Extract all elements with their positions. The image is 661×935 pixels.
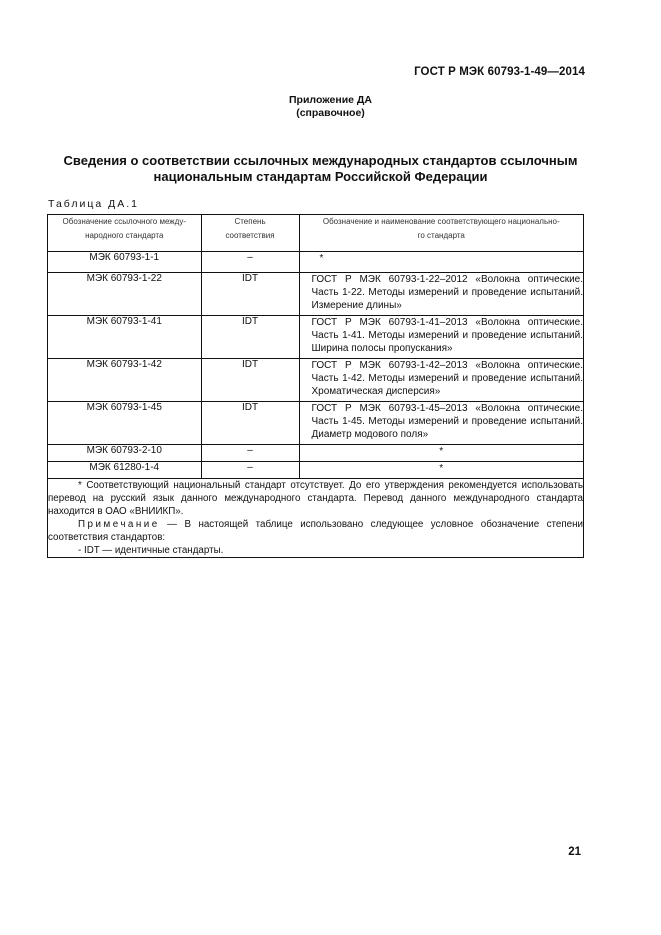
footnote-text: * Соответствующий национальный стандарт отсутствует. До его утверждения рекомендуется использовать перевод на русский язык данного международного стандарта. Перевод данного международного стандарта находится в ОАО «ВНИИКП». [48, 480, 583, 517]
page-number: 21 [568, 846, 581, 858]
cell-national [299, 402, 583, 445]
header-degree-line2: соответствия [225, 231, 275, 240]
cell-ref: МЭК 60793-1-45 [48, 402, 202, 445]
table-footnote [48, 479, 584, 558]
cell-national-text: ГОСТ Р МЭК 60793-1-42–2013 «Волокна оптические. Часть 1-42. Методы измерений и проведение испытаний. Хроматическая дисперсия» [311, 360, 583, 397]
note-text: — В настоящей таблице использовано следующее условное обозначение степени соответствия стандартов: [48, 519, 583, 543]
appendix-subtitle: (справочное) [296, 107, 365, 119]
table-row [48, 252, 584, 273]
cell-ref: МЭК 60793-1-41 [48, 316, 202, 359]
header-national [299, 215, 583, 252]
appendix-title: Приложение ДА [289, 94, 372, 106]
table-row [48, 273, 584, 316]
table-caption: Таблица ДА.1 [48, 198, 139, 210]
standard-code: ГОСТ Р МЭК 60793-1-49—2014 [414, 66, 585, 78]
note-paragraph [48, 518, 583, 544]
table-row [48, 359, 584, 402]
header-national-line1: Обозначение и наименование соответствующего национально- [322, 217, 560, 226]
cell-degree: IDT [201, 402, 299, 445]
header-degree-line1: Степень [234, 217, 266, 226]
table-row [48, 402, 584, 445]
note-label: Примечание [78, 519, 160, 530]
cell-degree: – [201, 252, 299, 273]
cell-national [299, 359, 583, 402]
cell-degree: – [201, 462, 299, 479]
cell-national: * [299, 462, 583, 479]
correspondence-table [47, 214, 584, 558]
cell-national-text: ГОСТ Р МЭК 60793-1-22–2012 «Волокна оптические. Часть 1-22. Методы измерений и проведение испытаний. Измерение длины» [311, 274, 583, 311]
header-ref-line1: Обозначение ссылочного между- [62, 217, 186, 226]
cell-degree: IDT [201, 316, 299, 359]
header-national-line2: го стандарта [417, 231, 465, 240]
cell-national-text: ГОСТ Р МЭК 60793-1-45–2013 «Волокна оптические. Часть 1-45. Методы измерений и проведение испытаний. Диаметр модового поля» [311, 403, 583, 440]
table-row [48, 445, 584, 462]
table-row [48, 316, 584, 359]
table-footnote-row [48, 479, 584, 558]
cell-ref: МЭК 60793-1-1 [48, 252, 202, 273]
header-degree [201, 215, 299, 252]
cell-ref: МЭК 60793-1-22 [48, 273, 202, 316]
cell-national [299, 273, 583, 316]
cell-degree: IDT [201, 359, 299, 402]
cell-ref: МЭК 60793-2-10 [48, 445, 202, 462]
appendix-heading [0, 94, 661, 120]
cell-national: * [299, 445, 583, 462]
section-title [30, 153, 611, 185]
cell-national [299, 316, 583, 359]
section-title-line2: национальным стандартам Российской Федерации [153, 169, 488, 184]
cell-ref: МЭК 60793-1-42 [48, 359, 202, 402]
section-title-line1: Сведения о соответствии ссылочных международных стандартов ссылочным [63, 153, 578, 168]
note-item: - IDT — идентичные стандарты. [78, 545, 224, 556]
cell-national: * [299, 252, 583, 273]
table-row [48, 462, 584, 479]
header-ref-line2: народного стандарта [85, 231, 164, 240]
table-header-row [48, 215, 584, 252]
cell-ref: МЭК 61280-1-4 [48, 462, 202, 479]
header-ref [48, 215, 202, 252]
cell-degree: – [201, 445, 299, 462]
cell-national-text: ГОСТ Р МЭК 60793-1-41–2013 «Волокна оптические. Часть 1-41. Методы измерений и проведение испытаний. Ширина полосы пропускания» [311, 317, 583, 354]
cell-degree: IDT [201, 273, 299, 316]
